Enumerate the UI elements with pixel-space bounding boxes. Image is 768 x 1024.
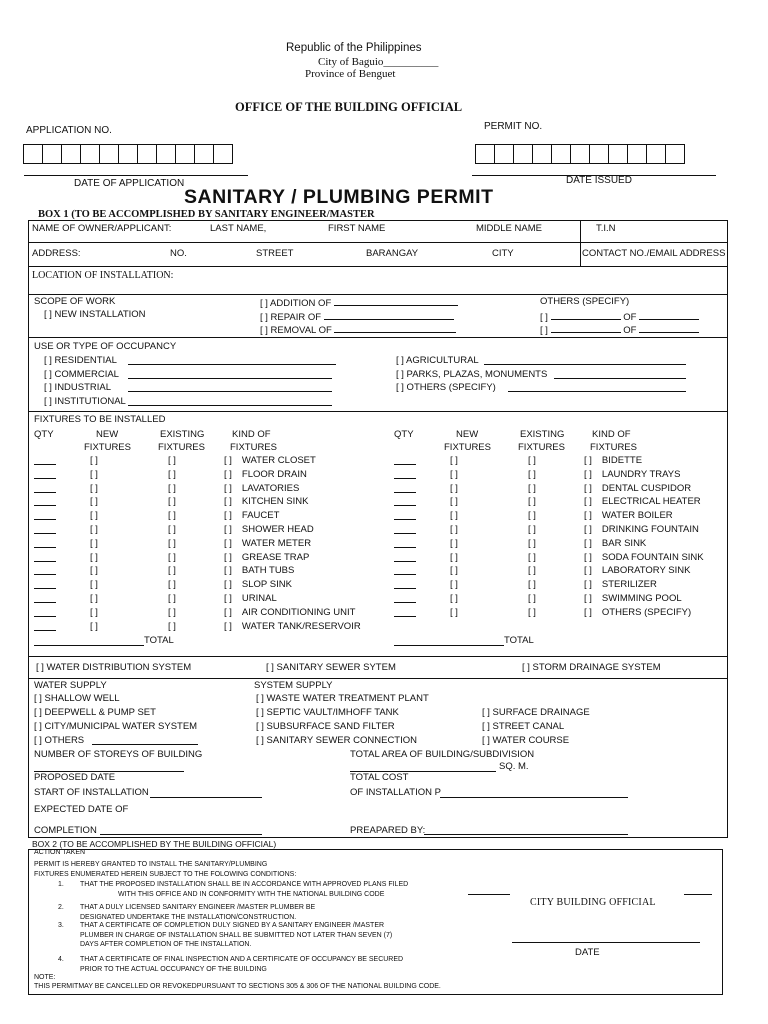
granted-line-1: PERMIT IS HEREBY GRANTED TO INSTALL THE SANITARY/PLUMBING xyxy=(34,861,268,868)
existing-header: EXISTING xyxy=(160,429,205,440)
fixture-name: STERILIZER xyxy=(601,579,657,591)
existing-checkbox[interactable]: [ ] xyxy=(528,496,536,508)
new-checkbox[interactable]: [ ] xyxy=(90,551,98,563)
kind-checkbox[interactable]: [ ] xyxy=(224,455,232,466)
existing-checkbox[interactable]: [ ] xyxy=(528,510,536,522)
occupancy-option-label: [ ] INSTITUTIONAL xyxy=(44,396,126,408)
fixture-item[interactable] xyxy=(224,524,314,535)
action-taken-label: ACTION TAKEN xyxy=(34,849,86,856)
qty-blank[interactable] xyxy=(394,547,416,548)
qty-blank[interactable] xyxy=(394,602,416,603)
qty-header: QTY xyxy=(34,429,54,440)
fixtures-header: FIXTURES xyxy=(84,442,131,453)
cost-line[interactable] xyxy=(440,797,628,798)
occupancy-option-label: [ ] COMMERCIAL xyxy=(44,368,119,380)
fixture-name: SHOWER HEAD xyxy=(241,524,314,535)
fixtures-header: FIXTURES xyxy=(444,442,491,453)
total-label: TOTAL xyxy=(504,635,534,646)
new-checkbox[interactable]: [ ] xyxy=(450,606,458,618)
divider xyxy=(28,294,728,295)
location-label: LOCATION OF INSTALLATION: xyxy=(32,270,174,281)
qty-blank[interactable] xyxy=(34,616,56,617)
new-checkbox[interactable]: [ ] xyxy=(450,455,458,466)
tin-divider xyxy=(580,220,581,266)
condition-number: 1. xyxy=(58,881,64,888)
qty-blank[interactable] xyxy=(34,630,56,631)
fixture-item[interactable] xyxy=(584,565,690,576)
occupancy-line[interactable] xyxy=(484,355,686,365)
new-checkbox[interactable]: [ ] xyxy=(90,579,98,591)
drainage-option[interactable]: [ ] SURFACE DRAINAGE xyxy=(482,707,590,718)
kind-checkbox[interactable]: [ ] xyxy=(584,565,592,577)
date-issued-label: DATE ISSUED xyxy=(566,175,632,186)
qty-blank[interactable] xyxy=(394,616,416,617)
completion-label: COMPLETION xyxy=(34,825,97,836)
existing-checkbox[interactable]: [ ] xyxy=(168,524,176,535)
new-checkbox[interactable]: [ ] xyxy=(450,537,458,549)
fixture-item[interactable] xyxy=(224,593,277,604)
water-supply-option[interactable]: [ ] DEEPWELL & PUMP SET xyxy=(34,707,156,718)
permit-no-boxes[interactable] xyxy=(476,144,685,164)
divider xyxy=(28,242,728,243)
existing-checkbox[interactable]: [ ] xyxy=(528,606,536,618)
existing-checkbox[interactable]: [ ] xyxy=(168,482,176,494)
kind-checkbox[interactable]: [ ] xyxy=(584,551,592,563)
fixture-item[interactable] xyxy=(584,469,680,480)
occupancy-title: USE OR TYPE OF OCCUPANCY xyxy=(34,341,177,352)
city-label: CITY xyxy=(492,248,514,259)
existing-checkbox[interactable]: [ ] xyxy=(168,565,176,577)
fixture-item[interactable] xyxy=(224,565,294,576)
drainage-option[interactable]: [ ] WATER COURSE xyxy=(482,735,570,746)
qty-blank[interactable] xyxy=(34,505,56,506)
fixture-name: AIR CONDITIONING UNIT xyxy=(241,606,356,618)
new-checkbox[interactable]: [ ] xyxy=(90,593,98,604)
kind-checkbox[interactable]: [ ] xyxy=(584,606,592,618)
condition-text: THAT A DULY LICENSED SANITARY ENGINEER /MASTER PLUMBER BE xyxy=(80,904,316,911)
fixture-item[interactable] xyxy=(224,538,311,549)
kind-checkbox[interactable]: [ ] xyxy=(584,482,592,494)
fixture-item[interactable] xyxy=(584,496,701,507)
qty-blank[interactable] xyxy=(34,588,56,589)
kind-checkbox[interactable]: [ ] xyxy=(224,606,232,618)
occupancy-option[interactable] xyxy=(396,369,547,380)
fixtures-header: FIXTURES xyxy=(518,442,565,453)
storm-drainage-option[interactable]: [ ] STORM DRAINAGE SYSTEM xyxy=(522,662,661,673)
note-text: THIS PERMITMAY BE CANCELLED OR REVOKEDPURSUANT TO SECTIONS 305 & 306 OF THE NATIONAL BUILDING CODE. xyxy=(34,983,441,990)
water-distribution-option[interactable]: [ ] WATER DISTRIBUTION SYSTEM xyxy=(36,662,192,673)
signature-line-right[interactable] xyxy=(684,894,712,895)
kind-checkbox[interactable]: [ ] xyxy=(224,551,232,563)
qty-blank[interactable] xyxy=(394,478,416,479)
occupancy-line[interactable] xyxy=(554,369,686,379)
occupancy-option-label: [ ] RESIDENTIAL xyxy=(44,355,117,366)
qty-blank[interactable] xyxy=(34,519,56,520)
kind-checkbox[interactable]: [ ] xyxy=(584,496,592,508)
occupancy-line[interactable] xyxy=(128,382,332,392)
permit-no-label: PERMIT NO. xyxy=(484,121,543,132)
new-checkbox[interactable]: [ ] xyxy=(450,510,458,522)
fixture-item[interactable] xyxy=(584,524,699,535)
kind-checkbox[interactable]: [ ] xyxy=(584,455,592,466)
water-supply-title: WATER SUPPLY xyxy=(34,680,107,691)
divider xyxy=(28,411,728,412)
granted-line-2: FIXTURES ENUMERATED HEREIN SUBJECT TO THE FOLOWING CONDITIONS: xyxy=(34,871,297,878)
existing-checkbox[interactable]: [ ] xyxy=(528,537,536,549)
no-label: NO. xyxy=(170,248,187,259)
sqm-label: SQ. M. xyxy=(499,761,529,772)
total-label: TOTAL xyxy=(144,635,174,646)
kind-checkbox[interactable]: [ ] xyxy=(584,593,592,604)
qty-blank[interactable] xyxy=(34,602,56,603)
existing-checkbox[interactable]: [ ] xyxy=(528,579,536,591)
condition-text: WITH THIS OFFICE AND IN CONFORMITY WITH THE NATIONAL BUILDING CODE xyxy=(118,890,385,898)
new-checkbox[interactable]: [ ] xyxy=(450,593,458,604)
fixture-name: KITCHEN SINK xyxy=(241,496,309,508)
proposed-date-label: PROPOSED DATE xyxy=(34,772,116,783)
fixtures-header: FIXTURES xyxy=(230,442,277,453)
new-checkbox[interactable]: [ ] xyxy=(450,468,458,480)
fixture-item[interactable] xyxy=(584,593,682,604)
date-label: DATE xyxy=(575,947,600,958)
existing-checkbox[interactable]: [ ] xyxy=(528,524,536,535)
fixture-name: LAVATORIES xyxy=(241,482,300,494)
existing-checkbox[interactable]: [ ] xyxy=(168,496,176,508)
new-checkbox[interactable]: [ ] xyxy=(90,455,98,466)
occupancy-option-label: [ ] AGRICULTURAL xyxy=(396,355,479,366)
barangay-label: BARANGAY xyxy=(366,248,419,259)
last-name-label: LAST NAME, xyxy=(210,223,267,234)
qty-blank[interactable] xyxy=(34,547,56,548)
existing-checkbox[interactable]: [ ] xyxy=(528,551,536,563)
fixture-item[interactable] xyxy=(584,510,673,521)
new-checkbox[interactable]: [ ] xyxy=(450,496,458,508)
water-supply-option[interactable]: [ ] OTHERS xyxy=(34,735,85,746)
fixture-item[interactable] xyxy=(584,455,642,466)
fixture-name: BIDETTE xyxy=(601,455,643,466)
qty-blank[interactable] xyxy=(394,505,416,506)
existing-checkbox[interactable]: [ ] xyxy=(168,551,176,563)
expected-date-label: EXPECTED DATE OF xyxy=(34,804,129,815)
province-text: Province of Benguet xyxy=(305,68,396,80)
existing-checkbox[interactable]: [ ] xyxy=(528,482,536,494)
water-supply-option[interactable]: [ ] SHALLOW WELL xyxy=(34,693,120,704)
fixture-name: DENTAL CUSPIDOR xyxy=(601,482,692,494)
condition-text: THAT THE PROPOSED INSTALLATION SHALL BE IN ACCORDANCE WITH APPROVED PLANS FILED xyxy=(80,881,409,888)
total-line[interactable] xyxy=(394,645,504,646)
note-label: NOTE: xyxy=(34,974,56,981)
occupancy-option[interactable] xyxy=(396,355,479,366)
scope-title: SCOPE OF WORK xyxy=(34,296,116,307)
existing-checkbox[interactable]: [ ] xyxy=(168,537,176,549)
addition-option[interactable]: [ ] ADDITION OF xyxy=(260,296,458,309)
kind-checkbox[interactable]: [ ] xyxy=(584,537,592,549)
divider xyxy=(28,337,728,338)
kind-checkbox[interactable]: [ ] xyxy=(224,482,232,494)
total-area-label: TOTAL AREA OF BUILDING/SUBDIVISION xyxy=(350,749,535,760)
new-checkbox[interactable]: [ ] xyxy=(450,565,458,577)
fixture-item[interactable] xyxy=(224,455,316,466)
new-installation-option[interactable]: [ ] NEW INSTALLATION xyxy=(44,309,146,320)
kind-checkbox[interactable]: [ ] xyxy=(584,468,592,480)
condition-text: DAYS AFTER COMPLETION OF THE INSTALLATION. xyxy=(80,941,252,948)
republic-text: Republic of the Philippines xyxy=(286,42,422,54)
new-checkbox[interactable]: [ ] xyxy=(90,468,98,480)
new-header: NEW xyxy=(456,429,479,440)
occupancy-option[interactable] xyxy=(44,355,117,366)
qty-header: QTY xyxy=(394,429,414,440)
others-line[interactable] xyxy=(92,744,198,745)
qty-blank[interactable] xyxy=(394,492,416,493)
occupancy-line[interactable] xyxy=(508,382,686,392)
fixture-name: LABORATORY SINK xyxy=(601,565,691,577)
qty-blank[interactable] xyxy=(394,533,416,534)
new-checkbox[interactable]: [ ] xyxy=(90,482,98,494)
total-line[interactable] xyxy=(34,645,144,646)
new-checkbox[interactable]: [ ] xyxy=(450,551,458,563)
condition-number: 4. xyxy=(58,956,64,963)
new-checkbox[interactable]: [ ] xyxy=(90,510,98,522)
fixture-item[interactable] xyxy=(584,552,704,563)
existing-checkbox[interactable]: [ ] xyxy=(528,455,536,466)
divider xyxy=(28,678,728,679)
others-option-2[interactable]: [ ] OF xyxy=(540,323,699,336)
fixture-name: BAR SINK xyxy=(601,537,647,549)
fixture-item[interactable] xyxy=(224,607,355,618)
occupancy-option-label: [ ] INDUSTRIAL xyxy=(44,382,112,394)
application-no-boxes[interactable] xyxy=(24,144,233,164)
storeys-label: NUMBER OF STOREYS OF BUILDING xyxy=(34,749,203,760)
of-installation-label: OF INSTALLATION P xyxy=(350,787,441,798)
fixture-name: WATER TANK/RESERVOIR xyxy=(241,620,361,632)
fixture-name: DRINKING FOUNTAIN xyxy=(601,524,699,535)
fixture-name: SLOP SINK xyxy=(241,579,292,591)
fixture-name: FLOOR DRAIN xyxy=(241,468,307,480)
qty-blank[interactable] xyxy=(34,464,56,465)
existing-checkbox[interactable]: [ ] xyxy=(168,593,176,604)
prepared-by-line[interactable] xyxy=(424,834,628,835)
system-supply-option[interactable]: [ ] WASTE WATER TREATMENT PLANT xyxy=(256,693,429,704)
fixture-name: URINAL xyxy=(241,593,277,604)
kind-checkbox[interactable]: [ ] xyxy=(224,593,232,604)
fixture-name: WATER BOILER xyxy=(601,510,673,522)
fixture-name: SODA FOUNTAIN SINK xyxy=(601,551,704,563)
qty-blank[interactable] xyxy=(34,574,56,575)
condition-text: THAT A CERTIFICATE OF COMPLETION DULY SIGNED BY A SANITARY ENGINEER /MASTER xyxy=(80,922,385,929)
fixtures-header: FIXTURES xyxy=(590,442,637,453)
fixtures-header: FIXTURES xyxy=(158,442,205,453)
occupancy-option[interactable] xyxy=(44,382,111,393)
kind-checkbox[interactable]: [ ] xyxy=(224,537,232,549)
fixture-name: WATER CLOSET xyxy=(241,455,316,466)
drainage-option[interactable]: [ ] STREET CANAL xyxy=(482,721,565,732)
box1-title: BOX 1 (TO BE ACCOMPLISHED BY SANITARY ENGINEER/MASTER xyxy=(38,209,375,220)
fixture-item[interactable] xyxy=(584,607,691,618)
fixture-name: GREASE TRAP xyxy=(241,551,310,563)
qty-blank[interactable] xyxy=(394,464,416,465)
city-building-official-label: CITY BUILDING OFFICIAL xyxy=(530,897,656,908)
condition-text: PRIOR TO THE ACTUAL OCCUPANCY OF THE BUILDING xyxy=(80,965,267,973)
occupancy-option-label: [ ] OTHERS (SPECIFY) xyxy=(396,382,496,394)
qty-blank[interactable] xyxy=(34,492,56,493)
existing-checkbox[interactable]: [ ] xyxy=(528,565,536,577)
fixture-item[interactable] xyxy=(224,552,309,563)
existing-checkbox[interactable]: [ ] xyxy=(528,468,536,480)
street-label: STREET xyxy=(256,248,294,259)
start-installation-line[interactable] xyxy=(150,797,262,798)
occupancy-option[interactable] xyxy=(44,396,126,407)
qty-blank[interactable] xyxy=(394,574,416,575)
fixture-item[interactable] xyxy=(224,579,292,590)
divider xyxy=(28,656,728,657)
existing-checkbox[interactable]: [ ] xyxy=(168,510,176,522)
kind-checkbox[interactable]: [ ] xyxy=(224,468,232,480)
fixture-name: SWIMMING POOL xyxy=(601,593,682,604)
new-checkbox[interactable]: [ ] xyxy=(90,620,98,632)
fixture-name: BATH TUBS xyxy=(241,565,295,577)
condition-text: THAT A CERTIFICATE OF FINAL INSPECTION AND A CERTIFICATE OF OCCUPANCY BE SECURED xyxy=(80,956,404,963)
condition-text: DESIGNATED UNDERTAKE THE INSTALLATION/CONSTRUCTION. xyxy=(80,913,297,921)
qty-blank[interactable] xyxy=(34,533,56,534)
address-label: ADDRESS: xyxy=(32,248,81,259)
fixture-item[interactable] xyxy=(224,496,308,507)
contact-label: CONTACT NO./EMAIL ADDRESS xyxy=(582,248,726,259)
kind-checkbox[interactable]: [ ] xyxy=(224,510,232,522)
fixture-item[interactable] xyxy=(224,483,299,494)
permit-title: SANITARY / PLUMBING PERMIT xyxy=(184,186,494,208)
system-supply-option[interactable]: [ ] SEPTIC VAULT/IMHOFF TANK xyxy=(256,707,399,718)
kind-checkbox[interactable]: [ ] xyxy=(224,565,232,577)
fixture-item[interactable] xyxy=(584,538,646,549)
occupancy-line[interactable] xyxy=(128,369,332,379)
occupancy-option[interactable] xyxy=(396,382,496,393)
removal-option[interactable]: [ ] REMOVAL OF xyxy=(260,323,456,336)
start-installation-label: START OF INSTALLATION xyxy=(34,787,149,798)
divider xyxy=(28,266,728,267)
new-checkbox[interactable]: [ ] xyxy=(90,496,98,508)
occupancy-option[interactable] xyxy=(44,369,119,380)
prepared-by-label: PREAPARED BY: xyxy=(350,825,426,836)
fixture-item[interactable] xyxy=(224,621,361,632)
kind-checkbox[interactable]: [ ] xyxy=(224,496,232,508)
qty-blank[interactable] xyxy=(34,478,56,479)
fixture-name: OTHERS (SPECIFY) xyxy=(601,606,692,618)
fixture-item[interactable] xyxy=(224,510,279,521)
repair-option[interactable]: [ ] REPAIR OF xyxy=(260,310,454,323)
occupancy-line[interactable] xyxy=(128,396,332,406)
owner-label: NAME OF OWNER/APPLICANT: xyxy=(32,223,172,234)
application-no-label: APPLICATION NO. xyxy=(26,125,112,136)
new-checkbox[interactable]: [ ] xyxy=(90,524,98,535)
city-text: City of Baguio__________ xyxy=(318,56,439,68)
total-cost-label: TOTAL COST xyxy=(350,772,409,783)
completion-line[interactable] xyxy=(100,834,262,835)
office-title: OFFICE OF THE BUILDING OFFICIAL xyxy=(235,100,463,114)
fixture-name: LAUNDRY TRAYS xyxy=(601,468,681,480)
existing-checkbox[interactable]: [ ] xyxy=(168,620,176,632)
middle-name-label: MIDDLE NAME xyxy=(476,223,542,234)
fixture-item[interactable] xyxy=(584,483,691,494)
first-name-label: FIRST NAME xyxy=(328,223,386,234)
fixture-name: WATER METER xyxy=(241,537,312,549)
others-specify-label: OTHERS (SPECIFY) xyxy=(540,296,630,307)
fixture-name: ELECTRICAL HEATER xyxy=(601,496,701,508)
date-line[interactable] xyxy=(512,942,700,943)
kind-checkbox[interactable]: [ ] xyxy=(584,579,592,591)
kind-checkbox[interactable]: [ ] xyxy=(584,524,592,535)
existing-header: EXISTING xyxy=(520,429,565,440)
system-supply-option[interactable]: [ ] SUBSURFACE SAND FILTER xyxy=(256,721,395,732)
fixture-name: FAUCET xyxy=(241,510,280,522)
kind-checkbox[interactable]: [ ] xyxy=(224,620,232,632)
fixture-item[interactable] xyxy=(224,469,307,480)
system-supply-option[interactable]: [ ] SANITARY SEWER CONNECTION xyxy=(256,735,417,746)
new-checkbox[interactable]: [ ] xyxy=(450,579,458,591)
signature-line-left[interactable] xyxy=(468,894,510,895)
kind-checkbox[interactable]: [ ] xyxy=(584,510,592,522)
new-checkbox[interactable]: [ ] xyxy=(450,482,458,494)
system-supply-title: SYSTEM SUPPLY xyxy=(254,680,333,691)
new-checkbox[interactable]: [ ] xyxy=(90,537,98,549)
qty-blank[interactable] xyxy=(394,519,416,520)
condition-number: 3. xyxy=(58,922,64,929)
kind-of-header: KIND OF xyxy=(592,429,631,440)
fixtures-title: FIXTURES TO BE INSTALLED xyxy=(34,414,166,425)
existing-checkbox[interactable]: [ ] xyxy=(168,606,176,618)
existing-checkbox[interactable]: [ ] xyxy=(168,455,176,466)
existing-checkbox[interactable]: [ ] xyxy=(168,468,176,480)
others-option-1[interactable]: [ ] OF xyxy=(540,310,699,323)
condition-text: PLUMBER IN CHARGE OF INSTALLATION SHALL BE SUBMITTED NOT LATER THAN SEVEN (7) xyxy=(80,931,393,939)
kind-checkbox[interactable]: [ ] xyxy=(224,579,232,591)
fixture-item[interactable] xyxy=(584,579,657,590)
new-header: NEW xyxy=(96,429,119,440)
qty-blank[interactable] xyxy=(394,561,416,562)
condition-number: 2. xyxy=(58,904,64,911)
qty-blank[interactable] xyxy=(394,588,416,589)
new-checkbox[interactable]: [ ] xyxy=(90,606,98,618)
tin-label: T.I.N xyxy=(596,223,616,234)
new-checkbox[interactable]: [ ] xyxy=(90,565,98,577)
date-of-application-line[interactable] xyxy=(24,175,248,176)
kind-of-header: KIND OF xyxy=(232,429,271,440)
water-supply-option[interactable]: [ ] CITY/MUNICIPAL WATER SYSTEM xyxy=(34,721,198,732)
sanitary-sewer-option[interactable]: [ ] SANITARY SEWER SYTEM xyxy=(266,662,396,673)
date-of-application-label: DATE OF APPLICATION xyxy=(74,178,185,189)
existing-checkbox[interactable]: [ ] xyxy=(528,593,536,604)
new-checkbox[interactable]: [ ] xyxy=(450,524,458,535)
existing-checkbox[interactable]: [ ] xyxy=(168,579,176,591)
occupancy-option-label: [ ] PARKS, PLAZAS, MONUMENTS xyxy=(396,368,548,380)
occupancy-line[interactable] xyxy=(128,355,336,365)
qty-blank[interactable] xyxy=(34,561,56,562)
box2-title: BOX 2 (TO BE ACCOMPLISHED BY THE BUILDING OFFICIAL) xyxy=(32,839,277,849)
kind-checkbox[interactable]: [ ] xyxy=(224,524,232,535)
